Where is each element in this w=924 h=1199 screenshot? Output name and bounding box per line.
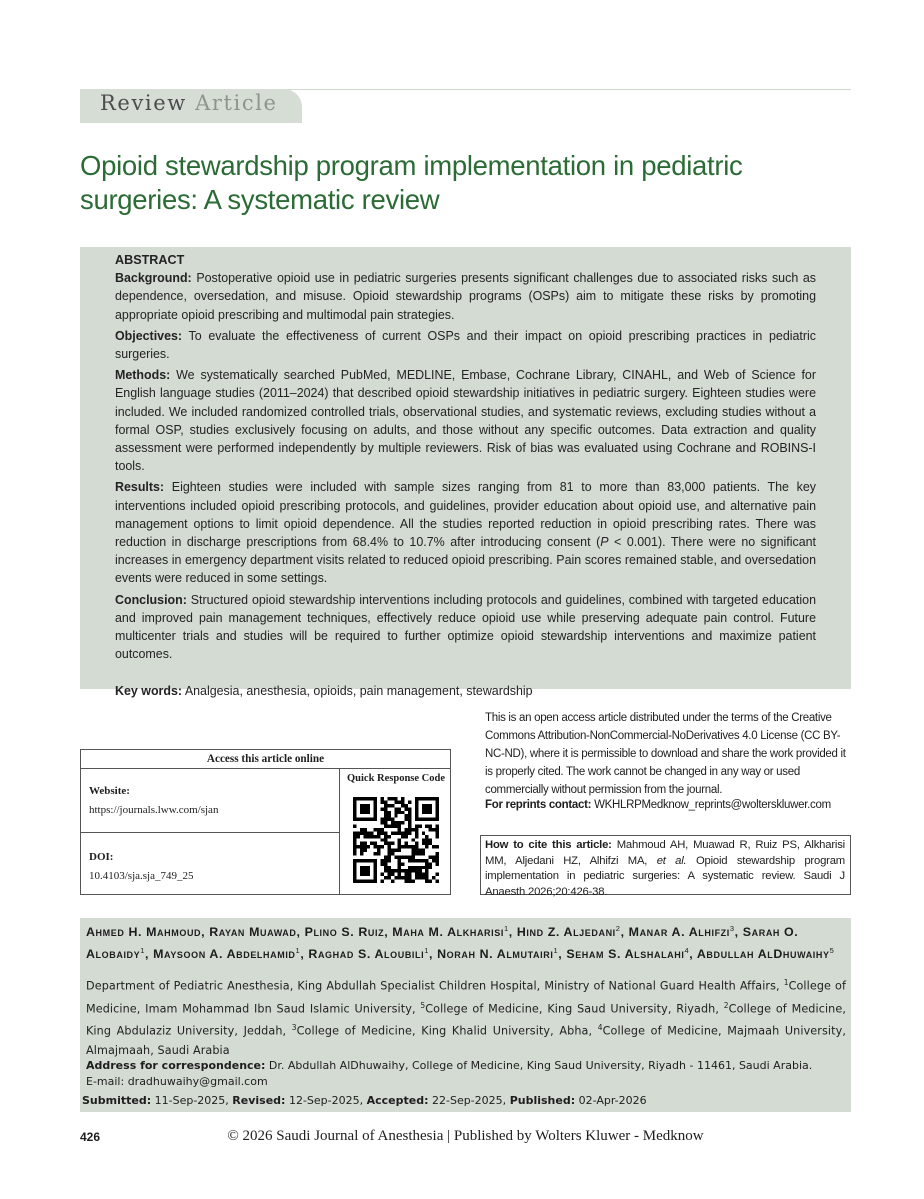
accepted-label: Accepted:: [366, 1094, 429, 1107]
abstract-results: [115, 478, 816, 587]
author-affiliation-mark: 1: [553, 945, 559, 955]
correspondence-label: Address for correspondence:: [86, 1059, 266, 1072]
author-name: Maha M. Alkharisi: [392, 925, 504, 940]
affiliation-text: Department of Pediatric Anesthesia, King Abdullah Specialist Children Hospital, Ministry of National Guard Health Affairs,: [86, 979, 784, 993]
article-type-second: Article: [195, 91, 278, 115]
abstract-heading: ABSTRACT: [115, 253, 185, 267]
published-label: Published:: [509, 1094, 576, 1107]
author-name: Norah N. Almutairi: [437, 946, 554, 961]
author-name: Maysoon A. Abdelhamid: [153, 946, 296, 961]
article-type-first: Review: [100, 91, 187, 115]
reprints-label: For reprints contact:: [485, 799, 592, 811]
affiliation-text: College of Medicine, Imam Mohammad Ibn Saud Islamic University,: [86, 979, 846, 1016]
affiliation-mark: 4: [597, 1023, 603, 1033]
doi-link[interactable]: 10.4103/sja.sja_749_25: [89, 870, 194, 882]
author-name: Seham S. Alshalahi: [566, 946, 685, 961]
abstract-body: [115, 251, 816, 704]
author-affiliation-mark: 5: [829, 945, 835, 955]
author-affiliation-mark: 3: [729, 924, 735, 933]
keywords-text: Analgesia, anesthesia, opioids, pain management, stewardship: [184, 684, 533, 699]
abstract-background: [115, 269, 816, 324]
license-text: This is an open access article distributed under the terms of the Creative Commons Attribution-NonCommercial-NoDerivatives 4.0 License (CC BY-NC-ND), where it is permissible to download and share the work provided it is properly cited. The work cannot be changed in any way or used commercially without permission from the journal.: [485, 712, 846, 796]
reprints-contact: [485, 799, 851, 811]
revised-date: 12-Sep-2025,: [288, 1094, 364, 1107]
author-affiliation-mark: 1: [295, 945, 301, 955]
accepted-date: 22-Sep-2025,: [432, 1094, 507, 1107]
affiliation-mark: 1: [783, 978, 789, 987]
author-affiliation-mark: 2: [615, 924, 621, 933]
article-dates: [82, 1094, 842, 1107]
methods-text: We systematically searched PubMed, MEDLINE, Embase, Cochrane Library, CINAHL, and Web of Science for English language studies (2011–2024) that described opioid stewardship initiatives in pediatric surgery. Eighteen studies were included. We included randomized controlled trials, observational studies, and systematic reviews, excluding studies without a formal OSP, studies exclusively focusing on adults, and those without any specific outcomes. Data extraction and quality assessment were performed independently by multiple reviewers. Risk of bias was evaluated using Cochrane and ROBINS-I tools.: [115, 368, 816, 474]
website-link[interactable]: https://journals.lww.com/sjan: [89, 804, 219, 816]
conclusion-label: Conclusion:: [115, 592, 187, 607]
doi-label: DOI:: [89, 851, 114, 863]
abstract-conclusion: [115, 591, 816, 664]
author-name: Raghad S. Aloubili: [308, 946, 425, 961]
published-date: 02-Apr-2026: [578, 1094, 647, 1107]
affiliation-text: College of Medicine, Majmaah University, Almajmaah, Saudi Arabia: [86, 1025, 846, 1058]
page-number: 426: [80, 1130, 101, 1144]
affiliations: [86, 973, 846, 1060]
license-notice: [485, 709, 851, 799]
conclusion-text: Structured opioid stewardship interventions including protocols and guidelines, combined with targeted education and improved pain management techniques, effectively reduce opioid use while preserving adequate pain control. Future multicenter trials and studies will be required to further optimize opioid stewardship interventions and maximize patient outcomes.: [115, 592, 816, 662]
results-text-a: Eighteen studies were included with sample sizes ranging from 81 to more than 83,000 patients. The key interventions included opioid prescribing protocols, and guidelines, provider education about opioid use, and alternative pain management options to limit opioid dependence. All the studies reported reduction in opioid prescribing rates. There was reduction in discharge prescriptions from 68.4% to 10.7% after introducing consent (: [115, 480, 816, 550]
abstract-keywords: [115, 682, 816, 700]
abstract-methods: [115, 366, 816, 475]
results-p-symbol: P: [600, 535, 609, 550]
correspondence-text: Dr. Abdullah AlDhuwaihy, College of Medicine, King Saud University, Riyadh - 11461, Saudi Arabia.: [268, 1059, 813, 1072]
background-text: Postoperative opioid use in pediatric surgeries presents significant challenges due to associated risks such as dependence, oversedation, and misuse. Opioid stewardship programs (OSPs) aim to mitigate these risks by promoting appropriate opioid prescribing and multimodal pain strategies.: [115, 271, 816, 322]
results-text-b: < 0.001). There were no significant increases in emergency department visits related to reduced opioid prescribing. Pain scores remained stable, and oversedation events were reduced in some settings.: [115, 535, 816, 586]
citation-text: [485, 838, 845, 900]
submitted-date: 11-Sep-2025,: [154, 1094, 229, 1107]
website-label: Website:: [89, 785, 130, 797]
article-title: Opioid stewardship program implementation in pediatric surgeries: A systematic review: [80, 150, 743, 215]
author-name: Ahmed H. Mahmoud: [86, 925, 202, 940]
author-affiliation-mark: 1: [424, 945, 430, 955]
affiliation-text: College of Medicine, King Khalid University, Abha,: [296, 1025, 598, 1039]
author-name: Manar A. Alhifzi: [628, 925, 730, 940]
objectives-text: To evaluate the effectiveness of current OSPs and their impact on opioid prescribing practices in pediatric surgeries.: [115, 328, 816, 362]
affiliation-mark: 3: [291, 1023, 297, 1033]
keywords-label: Key words:: [115, 684, 183, 699]
author-affiliation-mark: 1: [140, 945, 146, 955]
correspondence-address: [86, 1058, 846, 1074]
author-name: Plino S. Ruiz: [304, 925, 385, 940]
citation-label: How to cite this article:: [485, 839, 612, 851]
author-name: Abdullah AlDhuwaihy: [696, 946, 830, 961]
affiliation-mark: 2: [723, 1000, 729, 1010]
abstract-objectives: [115, 327, 816, 363]
submitted-label: Submitted:: [82, 1094, 152, 1107]
citation-reference: Opioid stewardship program implementation in pediatric surgeries: A systematic review. Saudi J Anaesth 2026;20:426-38.: [485, 854, 846, 898]
access-info-column: [81, 769, 340, 894]
methods-label: Methods:: [115, 368, 171, 383]
citation-authors: Mahmoud AH, Muawad R, Ruiz PS, Alkharisi MM, Aljedani HZ, Alhifzi MA,: [485, 839, 845, 867]
access-heading: Access this article online: [81, 750, 450, 769]
footer-copyright: © 2026 Saudi Journal of Anesthesia | Published by Wolters Kluwer - Medknow: [227, 1128, 704, 1144]
citation-etal: et al.: [656, 854, 687, 867]
reprints-email[interactable]: WKHLRPMedknow_reprints@wolterskluwer.com: [594, 799, 831, 811]
author-list: Ahmed H. Mahmoud, Rayan Muawad, Plino S. Ruiz, Maha M. Alkharisi$^1$, Hind Z. Aljedani$^2$, Manar A. Alhifzi$^3$, Sarah O. Alobaidy$^1$, Maysoon A. Abdelhamid$^1$, Raghad S. Aloubili$^1$, Norah N. Almutairi$^1$, Seham S. Alshalahi$^4$, Abdullah AlDhuwaihy$^5$: [86, 924, 835, 961]
access-divider: [81, 832, 339, 833]
qr-code-icon: [353, 797, 439, 883]
results-label: Results:: [115, 480, 165, 495]
affiliation-text: College of Medicine, King Saud University, Riyadh,: [425, 1002, 724, 1016]
author-affiliation-mark: 1: [503, 924, 509, 933]
qr-label: Quick Response Code: [346, 773, 445, 784]
author-affiliation-mark: 4: [684, 945, 690, 955]
background-label: Background:: [115, 271, 192, 286]
affiliation-mark: 5: [420, 1000, 426, 1010]
author-name: Hind Z. Aljedani: [516, 925, 616, 940]
access-online-box: [80, 749, 451, 895]
correspondence-email[interactable]: E-mail: dradhuwaihy@gmail.com: [86, 1075, 268, 1088]
author-name: Sarah O. Alobaidy: [86, 925, 799, 961]
revised-label: Revised:: [232, 1094, 286, 1107]
author-name: Rayan Muawad: [209, 925, 297, 940]
objectives-label: Objectives:: [115, 328, 183, 343]
article-type-label: [100, 91, 278, 115]
affiliation-text: College of Medicine, King Abdulaziz University, Jeddah,: [86, 1002, 846, 1039]
correspondence: [86, 1058, 846, 1090]
